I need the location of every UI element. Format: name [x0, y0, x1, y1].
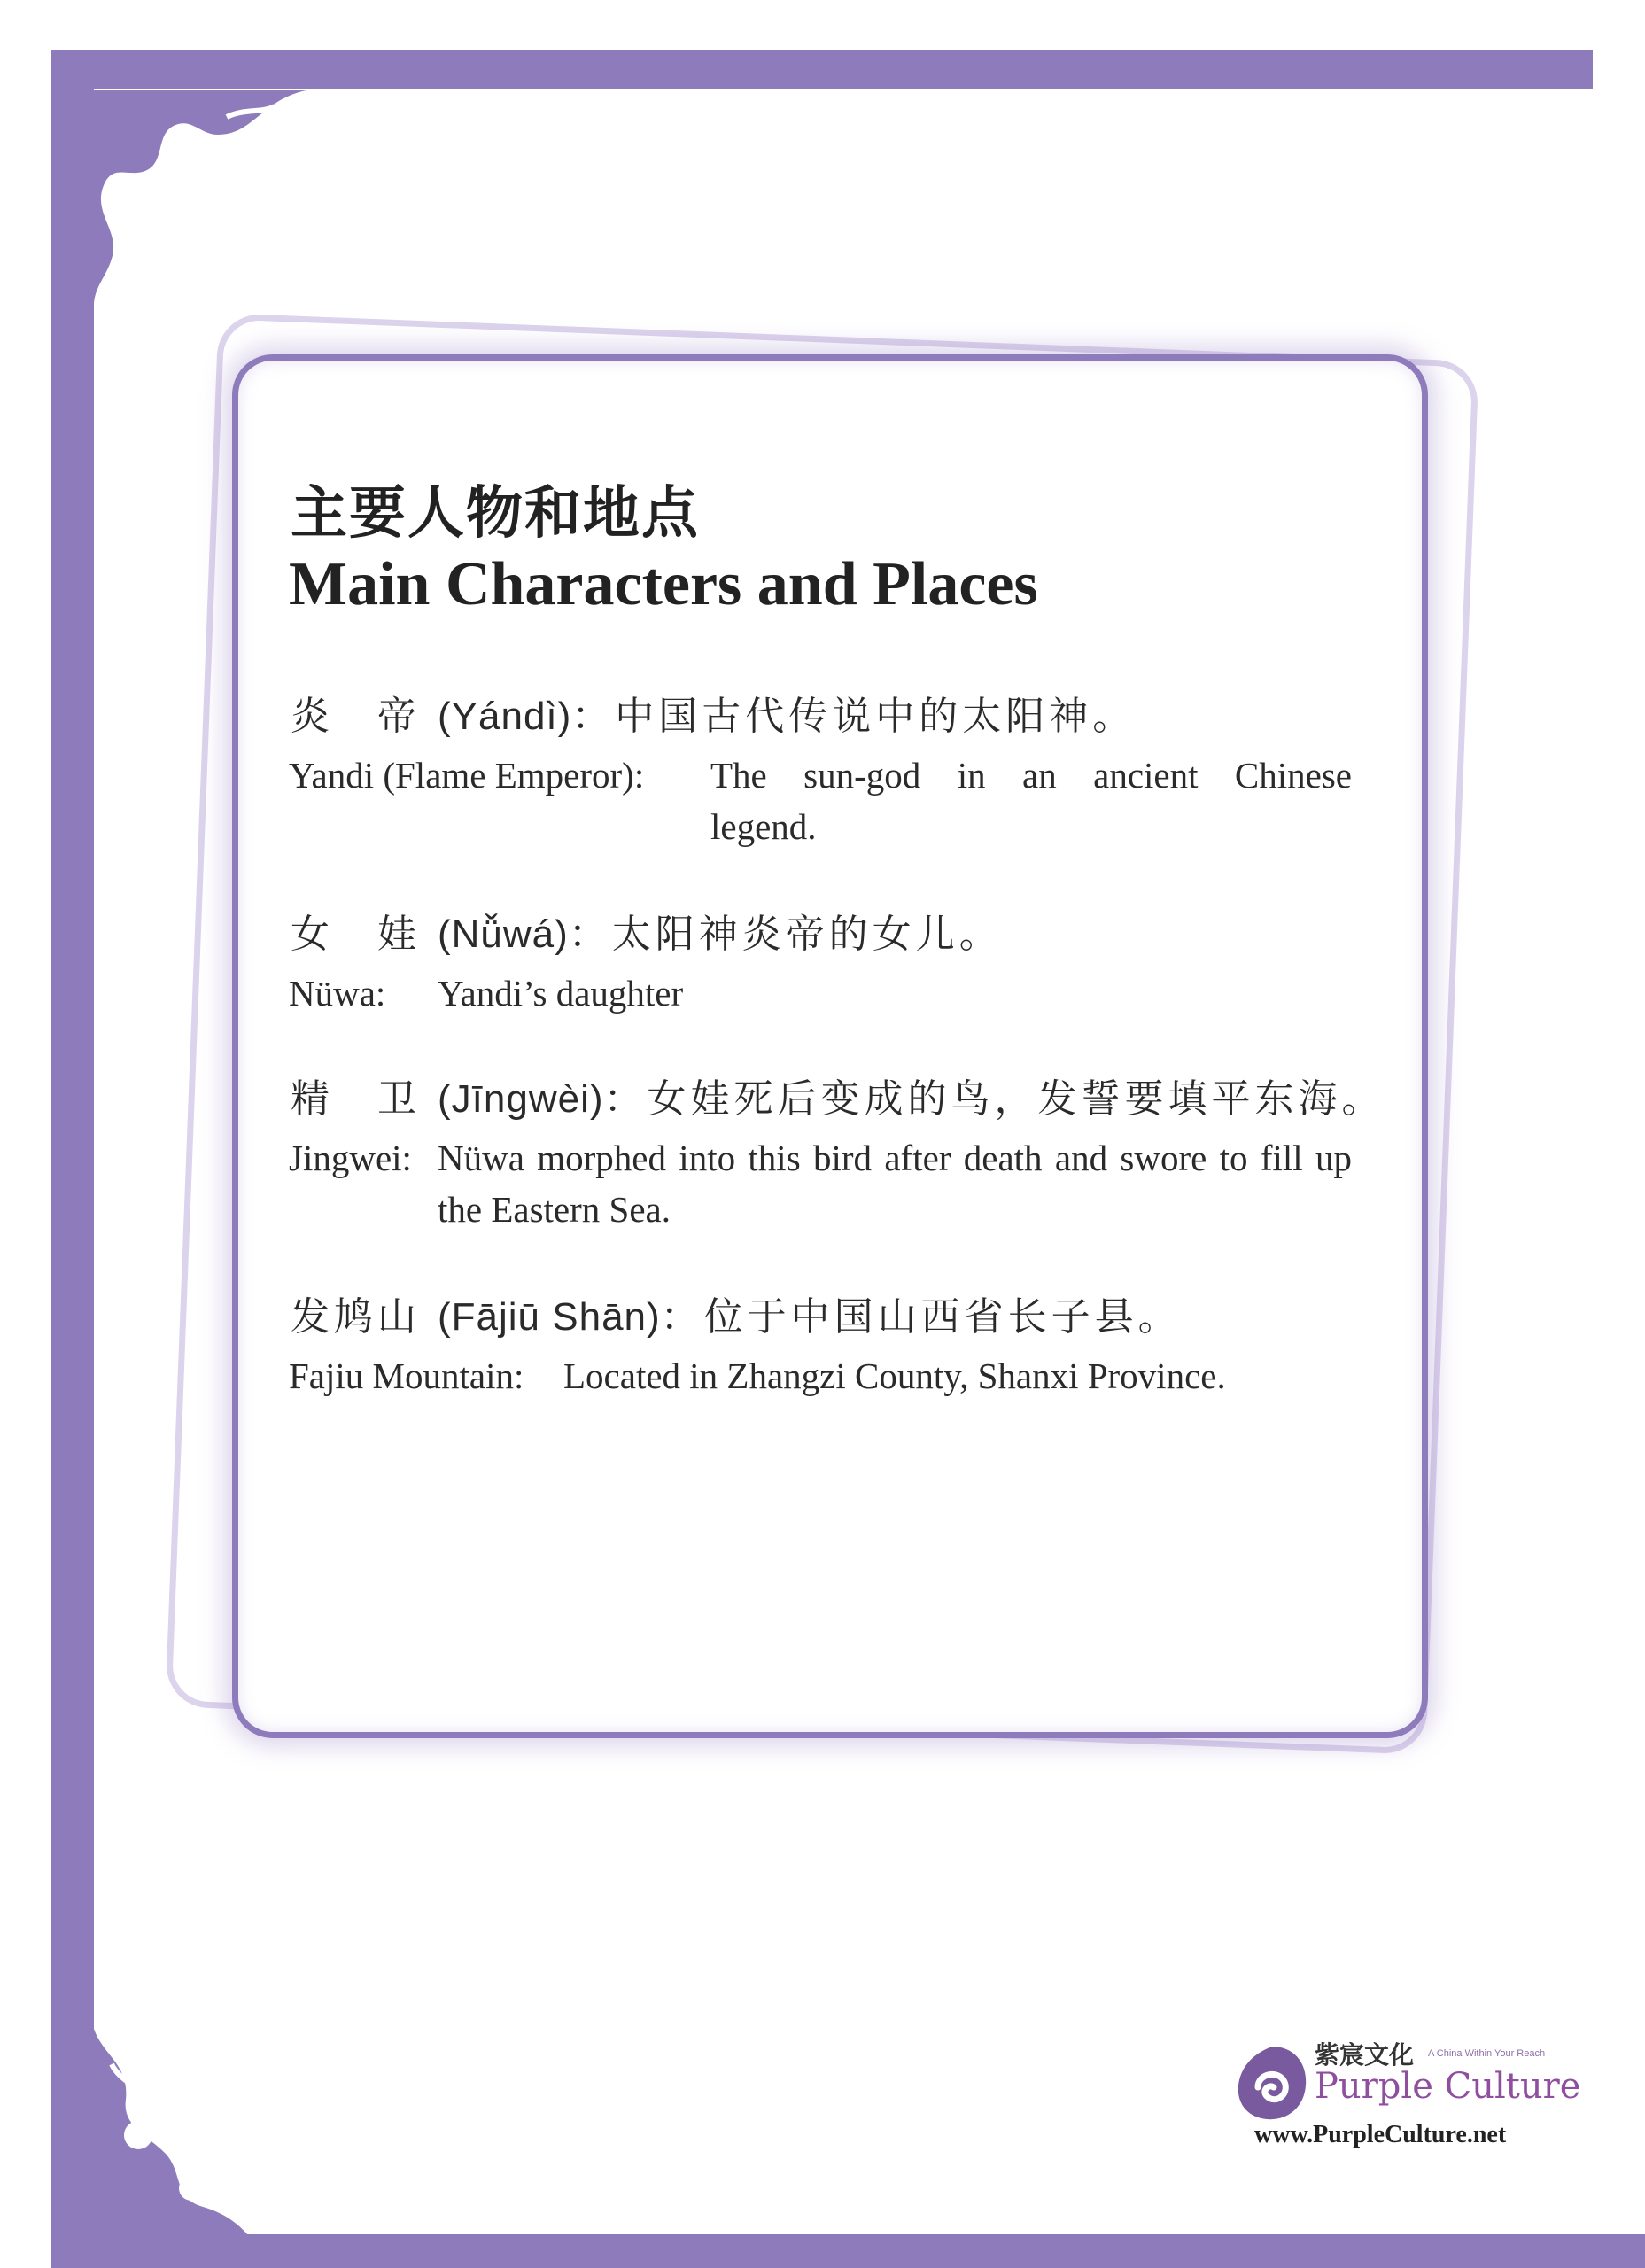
entry-description-english: Located in Zhangzi County, Shanxi Province.	[563, 1355, 1226, 1396]
logo-url: www.PurpleCulture.net	[1254, 2121, 1507, 2148]
entry-name: 女 娃	[291, 912, 421, 957]
entry-yandi-chinese	[291, 684, 1136, 741]
entry-jingwei-chinese	[291, 1067, 1385, 1123]
entry-fajiu-chinese	[291, 1285, 1182, 1341]
entry-description-chinese: ：中国古代传说中的太阳神。	[571, 694, 1137, 739]
entry-description-chinese: ：太阳神炎帝的女儿。	[568, 912, 1003, 957]
entry-description-english: Nüwa morphed into this bird after death and swore to fill up the Eastern Sea.	[438, 1138, 1352, 1230]
entry-nuwa-chinese	[291, 902, 1003, 959]
entry-nuwa-english	[289, 967, 1235, 1019]
logo-brand-name: Purple Culture	[1315, 2066, 1581, 2107]
entry-pinyin: (Yándì)	[438, 695, 572, 738]
entry-pinyin: (Jīngwèi)	[438, 1077, 604, 1121]
frame-left-bar	[51, 50, 94, 2268]
corner-ornament-bottom-left-icon	[85, 2029, 262, 2241]
entry-label-english: Jingwei:	[289, 1138, 412, 1178]
entry-description-english: The sun-god in an ancient Chinese legend.	[710, 755, 1352, 847]
page-title-english: Main Characters and Places	[289, 550, 1038, 618]
frame-bottom-bar	[51, 2234, 1645, 2268]
entry-label-english: Nüwa:	[289, 973, 386, 1014]
entry-description-english: Yandi’s daughter	[438, 973, 684, 1014]
entry-name: 精 卫	[291, 1076, 421, 1122]
entry-fajiu-english	[289, 1350, 1361, 1402]
page-title-chinese: 主要人物和地点	[291, 481, 700, 547]
corner-ornament-top-left-icon	[85, 82, 315, 312]
entry-label-english: Fajiu Mountain:	[289, 1355, 524, 1396]
entry-yandi-english	[289, 750, 1352, 852]
entry-jingwei-english	[289, 1132, 1352, 1235]
entry-pinyin: (Fājiū Shān)	[438, 1295, 661, 1339]
swirl-logo-icon	[1233, 2041, 1311, 2126]
logo-chinese-name: 紫宸文化	[1315, 2040, 1415, 2070]
entry-pinyin: (Nǚwá)	[438, 913, 569, 956]
entry-label-english: Yandi (Flame Emperor):	[289, 755, 645, 796]
entry-description-chinese: ：女娃死后变成的鸟，发誓要填平东海。	[603, 1076, 1385, 1122]
entry-name: 发鸠山	[291, 1294, 421, 1340]
entry-name: 炎 帝	[291, 694, 421, 739]
purple-culture-logo	[1233, 2034, 1587, 2158]
logo-tagline: A China Within Your Reach	[1428, 2048, 1546, 2059]
entry-description-chinese: ：位于中国山西省长子县。	[660, 1294, 1182, 1340]
